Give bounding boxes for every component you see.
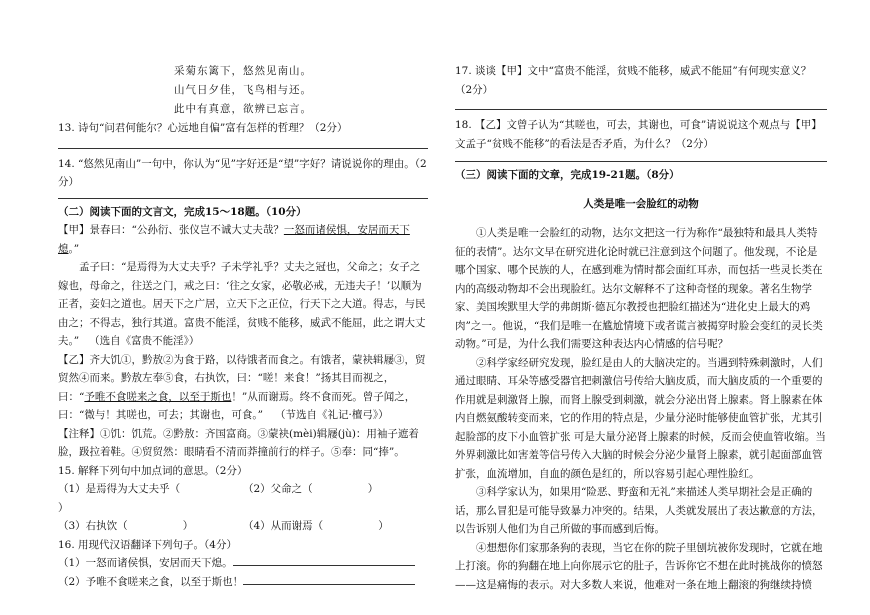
question-15: 15. 解释下列句中加点词的意思。（2分）: [58, 464, 248, 477]
left-column: [58, 0, 428, 591]
annotations: 【注释】①饥：饥荒。②黔敖：齐国富商。③蒙袂(mèi)辑屦(jù)：用袖子遮着脸，趿拉着鞋。④贸贸然：眼睛看不清而莽撞前行的样子。⑤奉：同“捧”。: [58, 427, 419, 458]
answer-blank: [243, 573, 415, 585]
poem-line: 山气日夕佳，飞鸟相与还。: [174, 84, 312, 96]
q15-item-2: （2）父命之（ ）: [243, 483, 379, 495]
q15-item-3: （3）右执饮（ ）: [58, 520, 194, 532]
article-paragraph-2: ②科学家经研究发现，脸红是由人的大脑决定的。当遇到特殊刺激时，人们通过眼睛、耳朵等感受器官把刺激信号传给大脑皮质，而大脑皮质的一个重要的作用就是刺激肾上腺，而肾上腺受到刺激，就会分泌出肾上腺素。肾上腺素在体内自燃氨酸转变而来，它的作用的特点是，少量分泌时能够使血管扩张，尤其引起脸部的皮下小血管扩张 可是大量分泌肾上腺素的时候，反而会使血管收缩。当外界刺激比如害羞等信号传入大脑的时候会分泌少量肾上腺素，就引起面部血管扩张，血流增加，自血的颜色是红的，所以容易引起心理性脸红。: [455, 356, 826, 480]
poem-line: 此中有真意，欲辨已忘言。: [174, 103, 312, 115]
q16-item-2-text: （2）予唯不食嗟来之食，以至于斯也！: [58, 575, 244, 588]
q15-item-4: （4）从而谢焉（ ）: [243, 520, 389, 532]
passage-jia-body: [58, 258, 428, 351]
yi-text: 【乙】齐大饥①，黔敖②为食于路，以待饿者而食之。有饿者，蒙袂辑屦③，贸贸然④而来。黔敖左奉⑤食，右执饮，曰：“嗟！来食！”扬其目而视之，曰：“: [58, 353, 426, 403]
yi-underlined-sentence: 予唯不食嗟来之食，以至于斯也: [84, 390, 232, 403]
poem: [58, 62, 428, 119]
article-paragraph-1: ①人类是唯一会脸红的动物，达尔文把这一行为称作“最独特和最具人类特征的表情”。达尔文早在研究进化论时就已注意到这个问题了。他发现，不论是哪个国家、哪个民族的人，在感到难为情时都会面红耳赤，而包括一些灵长类在内的高级动物却不会出现脸红。达尔文解释不了这种奇怪的现象。著名生物学家、美国埃默里大学的弗朗斯·德瓦尔教授也把脸红描述为“进化史上最大的鸡肉”之一。他说，“我们是唯一在尴尬情境下或者谎言被揭穿时脸会变红的灵长类动物。”可是，为什么我们需要这种表达内心情感的信号呢？: [455, 227, 823, 350]
answer-line: [58, 148, 428, 149]
article-paragraph-3: ③科学家认为，如果用“险恶、野蛮和无礼”来描述人类早期社会是正确的话，那么冒犯是可能导致暴力冲突的。结果，人类就发展出了表达歉意的方法，以告诉别人他们为自己所做的事而感到后悔。: [455, 486, 823, 535]
jia-intro-end: 。”: [68, 242, 80, 255]
section-2-title: （二）阅读下面的文言文，完成15～18题。（10分）: [58, 205, 307, 218]
yi-text-end: ！”从而谢焉。终不食而死。曾子闻之，曰：“微与！其嗟也，可去；其谢也，可食。”: [58, 390, 416, 421]
answer-line: [455, 161, 827, 162]
jia-body-text: 孟子曰：“是焉得为大丈夫乎？子未学礼乎？丈夫之冠也，父命之；女子之嫁也，母命之，往送之门，戒之曰：‘往之女家，必敬必戒，无违夫子！’以顺为正者，妾妇之道也。居天下之广居，立天下之正位，行天下之大道。得志，与民由之；不得志，独行其道。富贵不能淫，贫贱不能移，威武不能屈，此之谓大丈夫。”: [58, 261, 426, 347]
question-17: 17. 谈谈【甲】文中“富贵不能淫，贫贱不能移，威武不能屈”有何现实意义？（2分）: [455, 65, 812, 96]
jia-intro-text: 【甲】景春曰：“公孙衍、张仪岂不诚大丈夫哉？: [58, 224, 284, 236]
question-16: 16. 用现代汉语翻译下列句子。（4分）: [58, 538, 237, 551]
question-14: 14. “悠然见南山”一句中，你认为“见”字好还是“望”字好？请说说你的理由。（2分）: [58, 157, 427, 188]
answer-line: [455, 109, 827, 110]
poem-line: 采菊东篱下，悠然见南山。: [174, 65, 312, 77]
answer-blank: [233, 554, 415, 566]
answer-line: [58, 198, 428, 199]
q15-row-2: [58, 517, 428, 536]
passage-yi: [58, 351, 428, 425]
jia-underlined-sentence: 一怒而诸侯惧，安居而天下熄: [58, 224, 410, 255]
article-title: 人类是唯一会脸红的动物: [583, 198, 699, 210]
section-3-title: （三）阅读下面的文章，完成19-21题。（8分）: [455, 169, 680, 181]
q16-item-2: [58, 573, 428, 592]
article-paragraph-4: ④想想你们家那条狗的表现，当它在你的院子里刨坑被你发现时，它就在地上打滚。你的狗翻在地上向你展示它的肚子，告诉你它不想在此时挑战你的愤怒——这是痛悔的表示。对大多数人来说，他难对一条在地上翻滚的狗继续持愤: [455, 541, 823, 591]
q15-item-1: （1）是焉得为大丈夫乎（）: [58, 483, 181, 514]
question-13: 13. 诗句“问君何能尔？心远地自偏”富有怎样的哲理？（2分）: [58, 122, 348, 134]
jia-source: （选自《富贵不能淫》）: [89, 335, 200, 347]
right-column: [455, 0, 827, 594]
passage-jia-intro: [58, 221, 428, 258]
yi-source: （节选自《礼记·檀弓》）: [275, 409, 389, 421]
question-18: 18. 【乙】文曾子认为“其嗟也，可去，其谢也，可食”请说说这个观点与【甲】文孟子“贫贱不能移”的看法是否矛盾，为什么？（2分）: [455, 119, 822, 150]
q16-item-1: [58, 554, 428, 573]
q16-item-1-text: （1）一怒而诸侯惧，安居而天下熄。: [58, 557, 233, 569]
q15-row-1: [58, 480, 428, 517]
